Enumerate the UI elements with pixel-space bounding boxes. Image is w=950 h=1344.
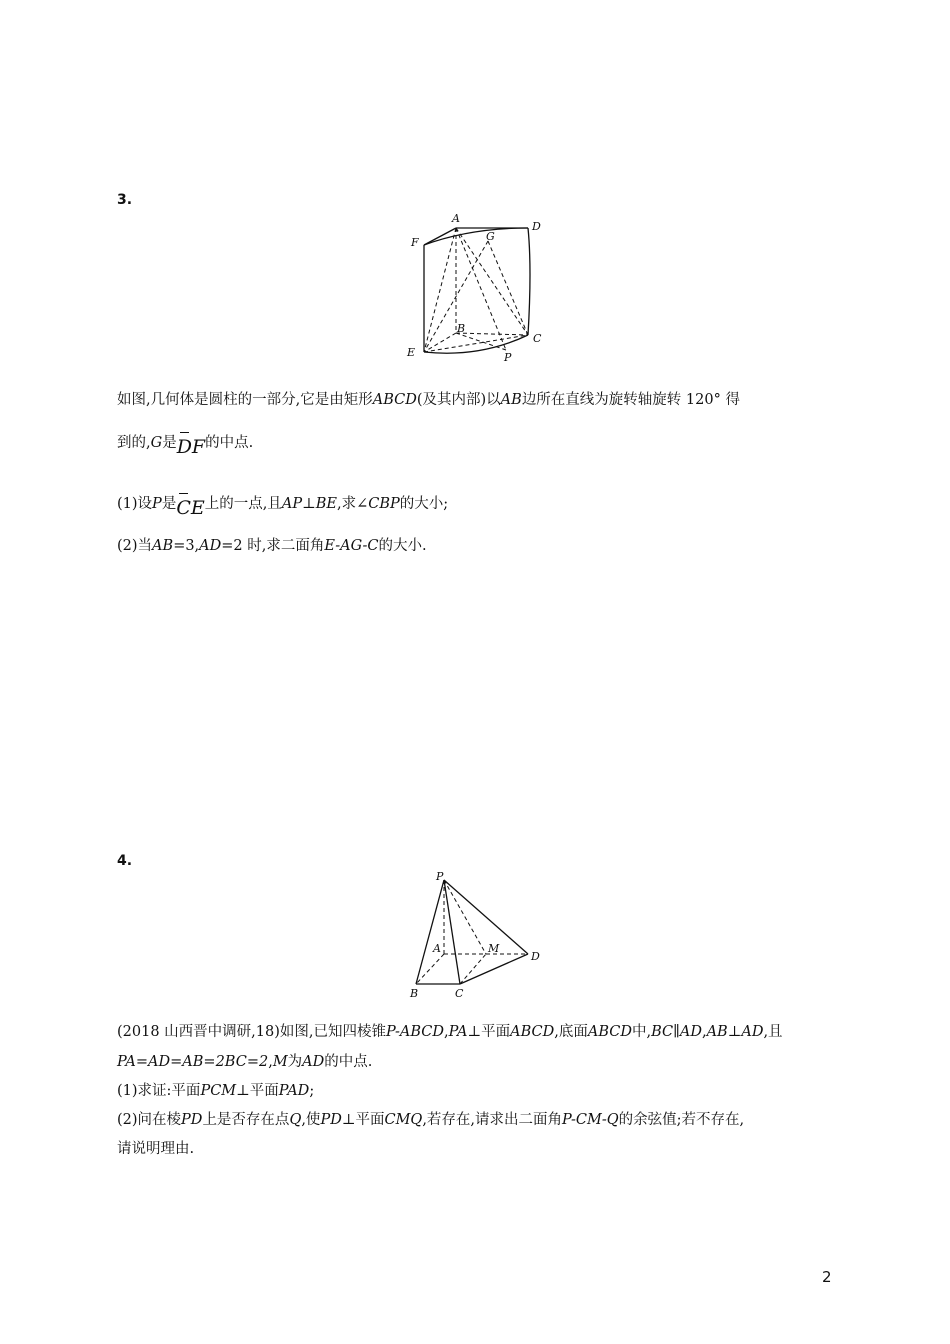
label-G: G: [486, 230, 495, 243]
problem-4-line-1: (2018 山西晋中调研,18)如图,已知四棱锥P-ABCD,PA⊥平面ABCD,底面ABCD中,BC∥AD,AB⊥AD,且: [117, 1024, 783, 1040]
arc-DF: DF: [177, 430, 205, 458]
label-B: B: [410, 987, 419, 1000]
label-A: A: [452, 212, 460, 225]
label-C: C: [455, 987, 464, 1000]
arc-CE: CE: [176, 491, 204, 519]
problem-4-question-2-cont: 请说明理由.: [117, 1141, 195, 1157]
problem-4-question-2: (2)问在棱PD上是否存在点Q,使PD⊥平面CMQ,若存在,请求出二面角P-CM-Q的余弦值;若不存在,: [117, 1112, 745, 1128]
label-F: F: [411, 236, 419, 249]
label-C: C: [533, 332, 542, 345]
problem-4-line-2: PA=AD=AB=2BC=2,M为AD的中点.: [117, 1054, 373, 1070]
problem-4-question-1: (1)求证:平面PCM⊥平面PAD;: [117, 1083, 315, 1099]
problem-3-figure: [400, 208, 550, 366]
page-number: 2: [822, 1268, 832, 1286]
problem-4-number: 4.: [117, 853, 133, 869]
edge-DC: [528, 228, 530, 335]
problem-3-number: 3.: [117, 192, 133, 208]
label-E: E: [407, 346, 416, 359]
problem-3-question-1: (1)设P是CE上的一点,且AP⊥BE,求∠CBP的大小;: [117, 491, 448, 519]
label-M: M: [488, 942, 500, 955]
label-D: D: [532, 220, 541, 233]
bottom-arc: [424, 335, 528, 353]
label-A: A: [433, 942, 441, 955]
problem-3-question-2: (2)当AB=3,AD=2 时,求二面角E-AG-C的大小.: [117, 538, 427, 554]
label-D: D: [531, 950, 540, 963]
problem-3-line-1: 如图,几何体是圆柱的一部分,它是由矩形ABCD(及其内部)以AB边所在直线为旋转轴旋转 120° 得: [117, 392, 740, 408]
label-P: P: [504, 351, 512, 364]
label-P: P: [436, 870, 444, 883]
problem-3-line-2: 到的,G是DF的中点.: [117, 430, 253, 458]
problem-4-figure: [400, 866, 550, 1004]
label-B: B: [457, 322, 466, 335]
